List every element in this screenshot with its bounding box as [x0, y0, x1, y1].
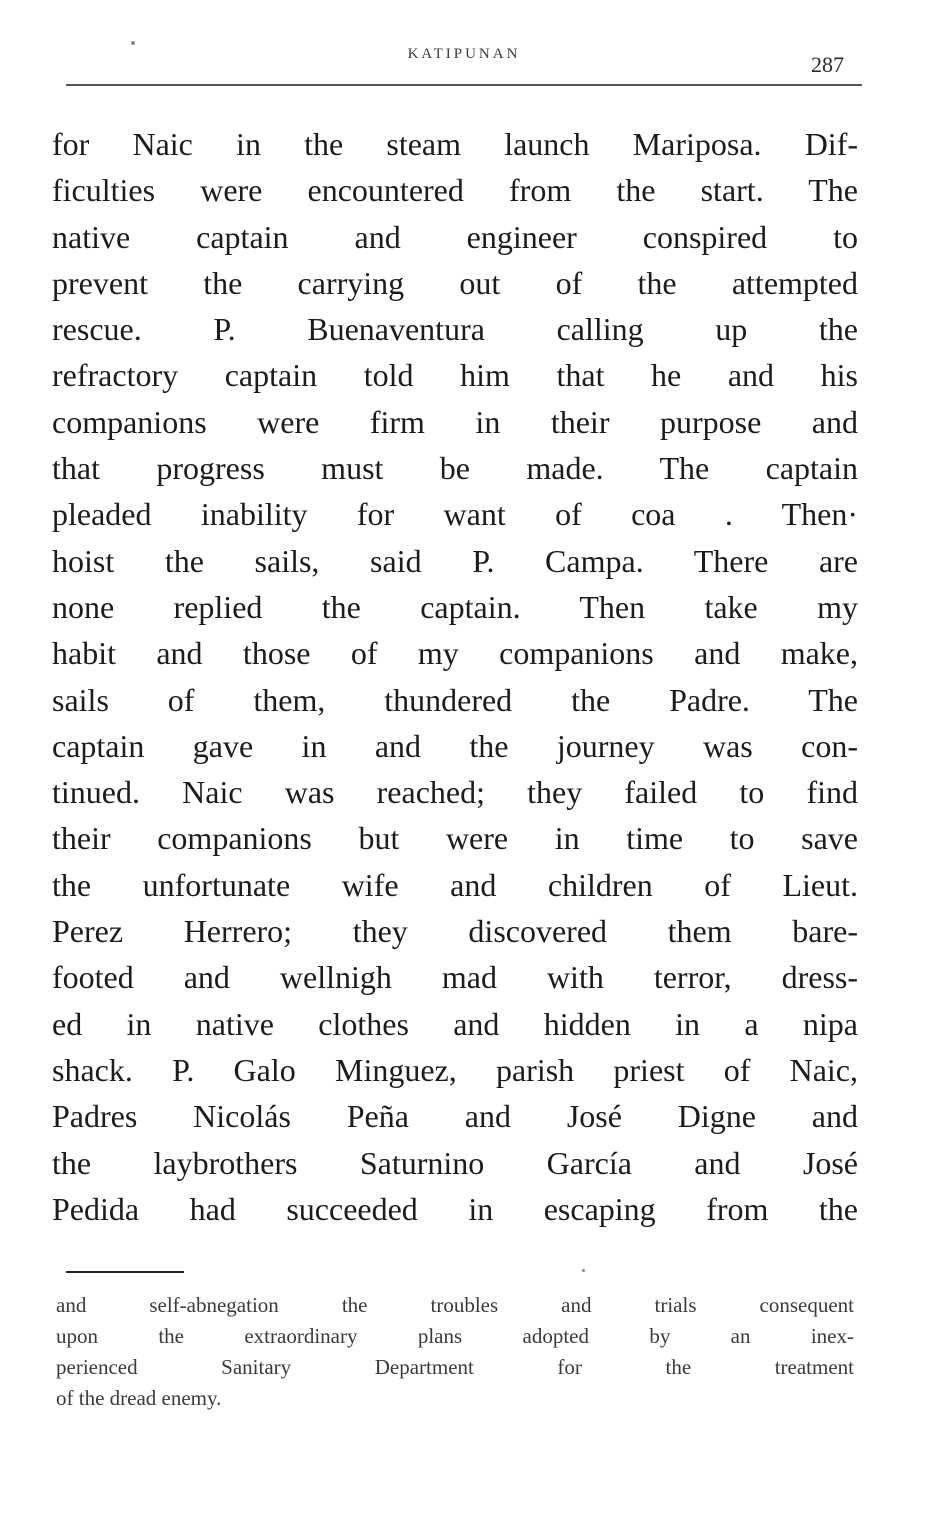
text-line: prevent the carrying out of the attempted [52, 264, 858, 301]
text-line: none replied the captain. Then take my [52, 588, 858, 625]
footnote-line: and self-abnegation the troubles and trials consequent [56, 1293, 854, 1317]
text-line: captain gave in and the journey was con- [52, 727, 858, 764]
print-speck [131, 41, 135, 45]
text-line: sails of them, thundered the Padre. The [52, 681, 858, 718]
text-line: ed in native clothes and hidden in a nipa [52, 1005, 858, 1042]
footnote-line: perienced Sanitary Department for the treatment [56, 1355, 854, 1379]
text-line: rescue. P. Buenaventura calling up the [52, 311, 858, 348]
text-line: hoist the sails, said P. Campa. There are [52, 542, 858, 579]
text-line: native captain and engineer conspired to [52, 218, 858, 255]
text-line: Perez Herrero; they discovered them bare- [52, 913, 858, 950]
footnote-line: upon the extraordinary plans adopted by an inex- [56, 1324, 854, 1348]
footnote-rule [66, 1271, 184, 1273]
text-line: shack. P. Galo Minguez, parish priest of Naic, [52, 1051, 858, 1088]
text-line: the laybrothers Saturnino García and José [52, 1144, 858, 1181]
footnote [56, 1290, 854, 1414]
text-line: habit and those of my companions and make, [52, 635, 858, 672]
text-line: for Naic in the steam launch Mariposa. Dif- [52, 126, 858, 162]
body-text [52, 121, 858, 1232]
text-line: ficulties were encountered from the start. The [52, 172, 858, 209]
text-line: refractory captain told him that he and his [52, 357, 858, 394]
text-line: footed and wellnigh mad with terror, dress- [52, 959, 858, 996]
text-line: companions were firm in their purpose and [52, 403, 858, 440]
text-line: that progress must be made. The captain [52, 450, 858, 487]
footnote-line: of the dread enemy. [56, 1386, 222, 1410]
page-number: 287 [811, 52, 844, 77]
text-line: Pedida had succeeded in escaping from the [52, 1190, 858, 1227]
text-line: the unfortunate wife and children of Lieut. [52, 866, 858, 903]
running-title: KATIPUNAN [407, 46, 521, 62]
page-header [66, 46, 862, 98]
text-line: their companions but were in time to save [52, 820, 858, 857]
header-rule [66, 84, 862, 86]
text-line: pleaded inability for want of coa . Then· [52, 496, 858, 533]
print-speck [582, 1269, 585, 1272]
text-line: Padres Nicolás Peña and José Digne and [52, 1098, 858, 1135]
text-line: tinued. Naic was reached; they failed to find [52, 774, 858, 811]
